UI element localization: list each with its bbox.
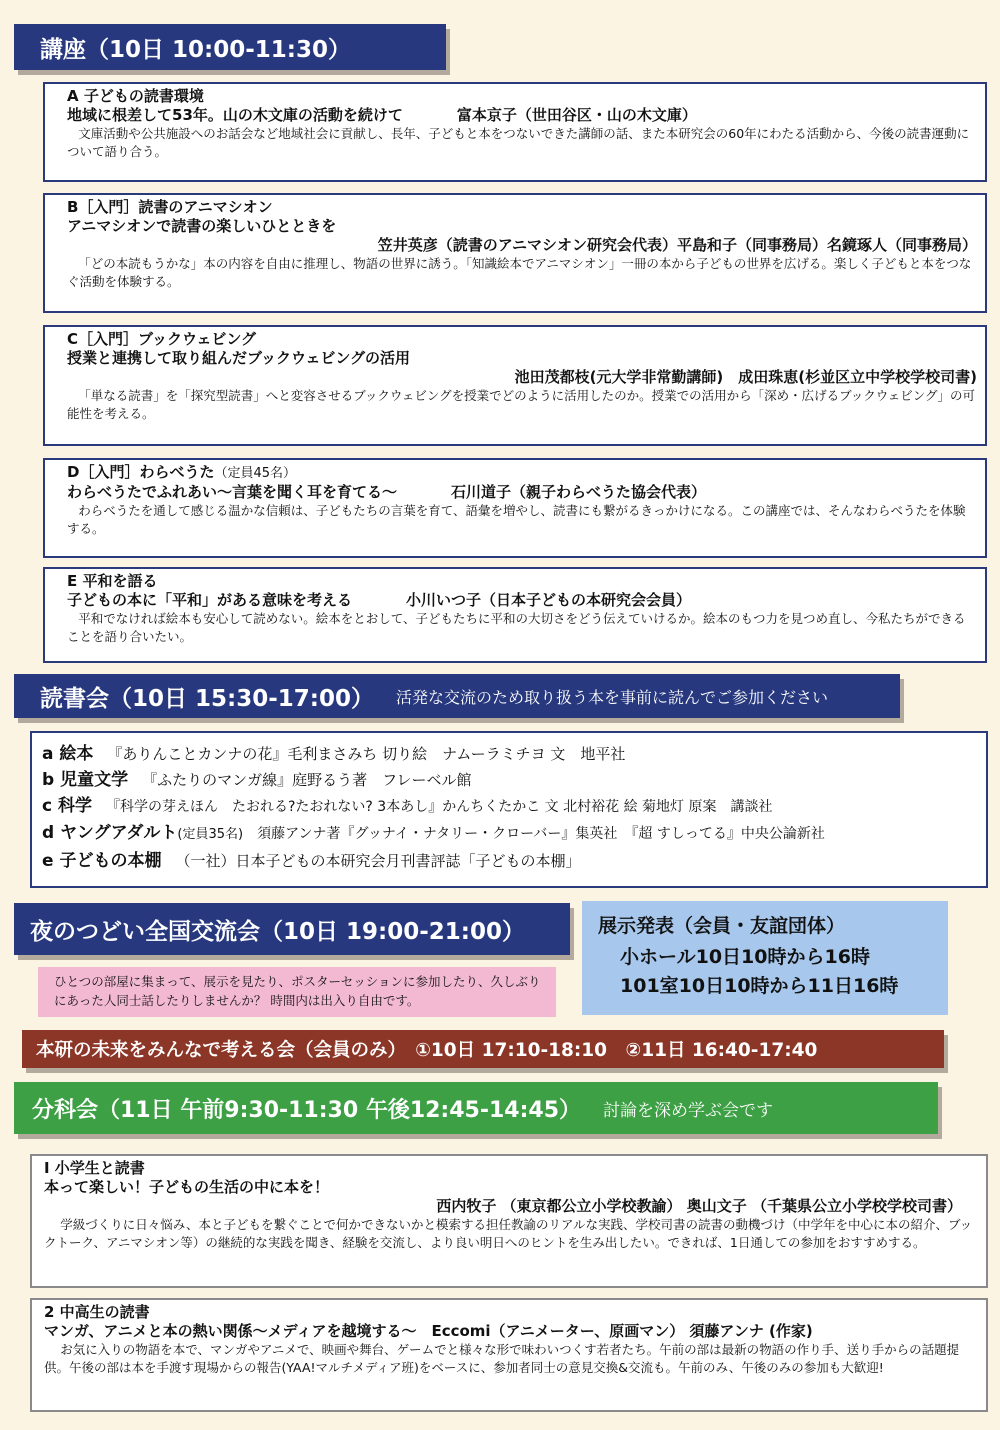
book-category: c 科学 bbox=[42, 796, 92, 816]
reading-banner-title: 読書会（10日 15:30-17:00） bbox=[40, 685, 374, 712]
list-item bbox=[42, 741, 976, 767]
lecture-e bbox=[43, 567, 987, 663]
book-category: a 絵本 bbox=[42, 744, 94, 764]
lecture-title-line bbox=[67, 463, 977, 483]
lecture-description: 「どの本読もうかな」本の内容を自由に推理し、物語の世界に誘う。「知識絵本でアニマシオン」一冊の本から子どもの世界を広げる。楽しく子どもと本をつなぐ活動を体験する。 bbox=[67, 256, 972, 289]
lecture-subtitle-line bbox=[67, 106, 977, 125]
exhibit-box bbox=[582, 901, 948, 1015]
list-item bbox=[42, 848, 976, 874]
workshop-description: 学級づくりに日々悩み、本と子どもを繋ぐことで何かできないかと模索する担任教諭のリアルな実践、学校司書の読書の動機づけ（中学年を中心に本の紹介、ブックトーク、アニマシオン等）の継続的な実践を聞き、経験を交流し、より良い明日へのヒントを生み出したい。できれば、1日通しての参加をおすすめする。 bbox=[44, 1217, 973, 1250]
lecture-subtitle-line bbox=[67, 483, 977, 502]
workshop-title: Ⅰ 小学生と読書 bbox=[44, 1159, 145, 1177]
book-info: 須藤アンナ著『グッナイ・ナタリー・クローバー』集英社 『超 すしってる』中央公論新社 bbox=[257, 826, 825, 842]
lecture-title: C［入門］ブックウェビング bbox=[67, 330, 257, 348]
lecture-b bbox=[43, 193, 987, 313]
lecture-description: 「単なる読書」を「探究型読書」へと変容させるブックウェビングを授業でどのように活用したのか。授業での活用から「深め・広げるブックウェビング」の可能性を考える。 bbox=[67, 388, 976, 421]
lecture-subtitle: 地域に根差して53年。山の木文庫の活動を続けて bbox=[67, 106, 403, 124]
lecture-speakers: 笠井英彦（読書のアニマシオン研究会代表）平島和子（同事務局）名鏡琢人（同事務局） bbox=[377, 236, 977, 254]
workshop-banner-title: 分科会（11日 午前9:30-11:30 午後12:45-14:45） bbox=[32, 1097, 582, 1123]
lectures-banner bbox=[14, 24, 446, 70]
lecture-subtitle: わらべうたでふれあい～言葉を聞く耳を育てる～ bbox=[67, 483, 398, 501]
book-info: （一社）日本子どもの本研究会月刊書評誌「子どもの本棚」 bbox=[175, 852, 581, 870]
night-description: ひとつの部屋に集まって、展示を見たり、ポスターセッションに参加したり、久しぶりにあった人同士話したりしませんか？ 時間内は出入り自由です。 bbox=[54, 974, 541, 1008]
book-info: 『ふたりのマンガ線』庭野るう著 フレーベル館 bbox=[142, 771, 472, 789]
workshop-title: 2 中高生の読書 bbox=[44, 1303, 150, 1321]
lecture-subtitle: アニマシオンで読書の楽しいひとときを bbox=[67, 217, 337, 235]
reading-book-list bbox=[30, 731, 988, 888]
exhibit-title: 展示発表（会員・友誼団体） bbox=[598, 915, 846, 937]
lecture-c bbox=[43, 325, 987, 446]
lecture-a bbox=[43, 82, 987, 182]
book-info: 『ありんことカンナの花』毛利まさみち 切り絵 ナムーラミチヨ 文 地平社 bbox=[107, 745, 626, 763]
lecture-title: D［入門］わらべうた bbox=[67, 463, 215, 481]
lecture-title: E 平和を語る bbox=[67, 572, 158, 590]
capacity-note: （定員45名） bbox=[214, 466, 296, 481]
night-banner-title: 夜のつどい全国交流会（10日 19:00-21:00） bbox=[30, 918, 525, 945]
list-item bbox=[42, 820, 976, 848]
workshop-2 bbox=[30, 1298, 988, 1412]
book-category: d ヤングアダルト bbox=[42, 823, 178, 843]
lecture-subtitle: 授業と連携して取り組んだブックウェビングの活用 bbox=[67, 349, 411, 367]
capacity-note: (定員35名) bbox=[177, 827, 244, 842]
lecture-title: B［入門］読書のアニマシオン bbox=[67, 198, 273, 216]
workshop-speakers: 西内牧子 （東京都公立小学校教諭） 奥山文子 （千葉県公立小学校学校司書） bbox=[436, 1197, 962, 1215]
lecture-description: 平和でなければ絵本も安心して読めない。絵本をとおして、子どもたちに平和の大切さをどう伝えていけるか。絵本のもつ力を見つめ直し、今私たちができることを語り合いたい。 bbox=[67, 611, 966, 644]
book-info: 『科学の芽えほん たおれる?たおれない? 3本あし』かんちくたかこ 文 北村裕花 絵 菊地灯 原案 講談社 bbox=[106, 799, 773, 815]
reading-banner bbox=[14, 674, 900, 718]
lecture-subtitle: 子どもの本に「平和」がある意味を考える bbox=[67, 591, 353, 609]
future-banner-title: 本研の未来をみんなで考える会（会員のみ） ①10日 17:10-18:10 ②11日 16:40-17:40 bbox=[36, 1040, 818, 1061]
lecture-d bbox=[43, 458, 987, 558]
list-item bbox=[42, 793, 976, 820]
workshop-subtitle: マンガ、アニメと本の熱い関係～メディアを越境する～ Eccomi（アニメーター、原画マン） 須藤アンナ (作家) bbox=[44, 1322, 813, 1340]
workshop-banner bbox=[14, 1082, 938, 1134]
workshop-description: お気に入りの物語を本で、マンガやアニメで、映画や舞台、ゲームでと様々な形で味わいつくす若者たち。午前の部は最新の物語の作り手、送り手からの話題提供。午後の部は本を手渡す現場からの報告(YAA!マルチメディア班)をベースに、参加者同士の意見交換&交流も。午前のみ、午後のみの参加も大歓迎! bbox=[44, 1342, 960, 1375]
reading-banner-subtitle: 活発な交流のため取り扱う本を事前に読んでご参加ください bbox=[395, 687, 828, 707]
list-item bbox=[42, 767, 976, 793]
workshop-banner-subtitle: 討論を深め学ぶ会です bbox=[603, 1100, 774, 1121]
book-category: b 児童文学 bbox=[42, 770, 129, 790]
exhibit-line-2: 101室10日10時から11日16時 bbox=[620, 975, 899, 997]
lectures-banner-title: 講座（10日 10:00-11:30） bbox=[40, 36, 351, 63]
future-banner bbox=[22, 1030, 944, 1068]
lecture-speakers: 小川いつ子（日本子どもの本研究会会員） bbox=[406, 591, 692, 609]
workshop-subtitle: 本って楽しい！子どもの生活の中に本を！ bbox=[44, 1178, 330, 1196]
exhibit-line-1: 小ホール10日10時から16時 bbox=[620, 946, 870, 968]
lecture-title: A 子どもの読書環境 bbox=[67, 87, 204, 105]
lecture-description: わらべうたを通して感じる温かな信頼は、子どもたちの言葉を育て、語彙を増やし、読書にも繋がるきっかけになる。この講座では、そんなわらべうたを体験する。 bbox=[67, 503, 966, 536]
lecture-subtitle-line bbox=[67, 591, 977, 610]
night-description-box bbox=[38, 967, 556, 1017]
lecture-speakers: 石川道子（親子わらべうた協会代表） bbox=[451, 483, 707, 501]
workshop-1 bbox=[30, 1154, 988, 1288]
lecture-description: 文庫活動や公共施設へのお話会など地域社会に貢献し、長年、子どもと本をつないできた講師の話、また本研究会の60年にわたる活動から、今後の読書運動について語り合う。 bbox=[67, 126, 970, 159]
night-banner bbox=[14, 903, 570, 955]
lecture-speakers: 富本京子（世田谷区・山の木文庫） bbox=[456, 106, 697, 124]
lecture-speakers: 池田茂都枝(元大学非常勤講師) 成田珠恵(杉並区立中学校学校司書) bbox=[514, 368, 977, 386]
book-category: e 子どもの本棚 bbox=[42, 851, 162, 871]
